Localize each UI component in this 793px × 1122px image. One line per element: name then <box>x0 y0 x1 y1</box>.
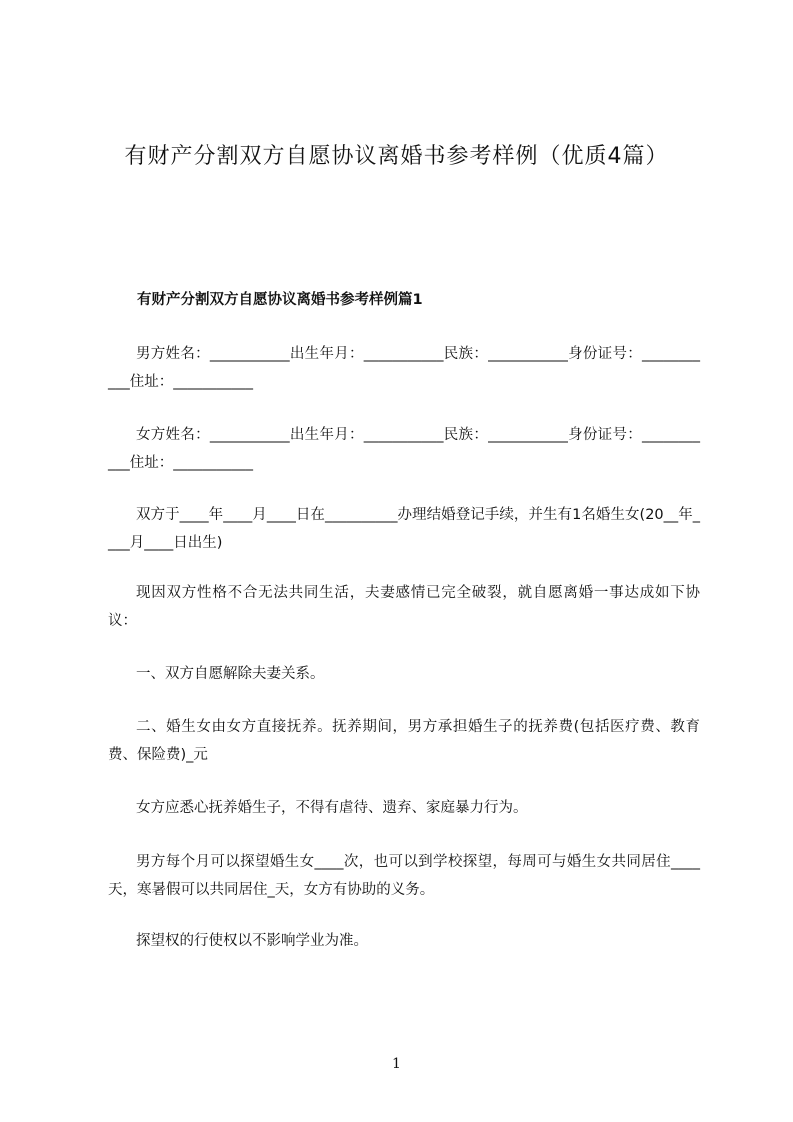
clause-1-paragraph: 一、双方自愿解除夫妻关系。 <box>136 666 325 682</box>
section-heading: 有财产分割双方自愿协议离婚书参考样例篇1 <box>137 292 423 308</box>
male-info-paragraph: 男方姓名：___________出生年月：___________民族：___________身份证号：___________住址：___________ <box>108 346 700 390</box>
marriage-registration-paragraph: 双方于____年____月____日在__________办理结婚登记手续，并生有1名婚生女(20__年____月____日出生) <box>108 507 700 551</box>
divorce-reason-paragraph: 现因双方性格不合无法共同生活，夫妻感情已完全破裂，就自愿离婚一事达成如下协议： <box>108 585 700 629</box>
female-info-paragraph: 女方姓名：___________出生年月：___________民族：___________身份证号：___________住址：___________ <box>108 427 700 471</box>
visitation-paragraph: 男方每个月可以探望婚生女____次，也可以到学校探望，每周可与婚生女共同居住____天，寒暑假可以共同居住_天，女方有协助的义务。 <box>108 854 700 898</box>
custody-duty-paragraph: 女方应悉心抚养婚生子，不得有虐待、遗弃、家庭暴力行为。 <box>136 800 528 816</box>
document-title: 有财产分割双方自愿协议离婚书参考样例（优质4篇） <box>124 144 669 169</box>
page-number: 1 <box>392 1056 401 1072</box>
visitation-limit-paragraph: 探望权的行使权以不影响学业为准。 <box>136 933 368 949</box>
clause-2-paragraph: 二、婚生女由女方直接抚养。抚养期间，男方承担婚生子的抚养费(包括医疗费、教育费、保险费)_元 <box>108 719 700 763</box>
